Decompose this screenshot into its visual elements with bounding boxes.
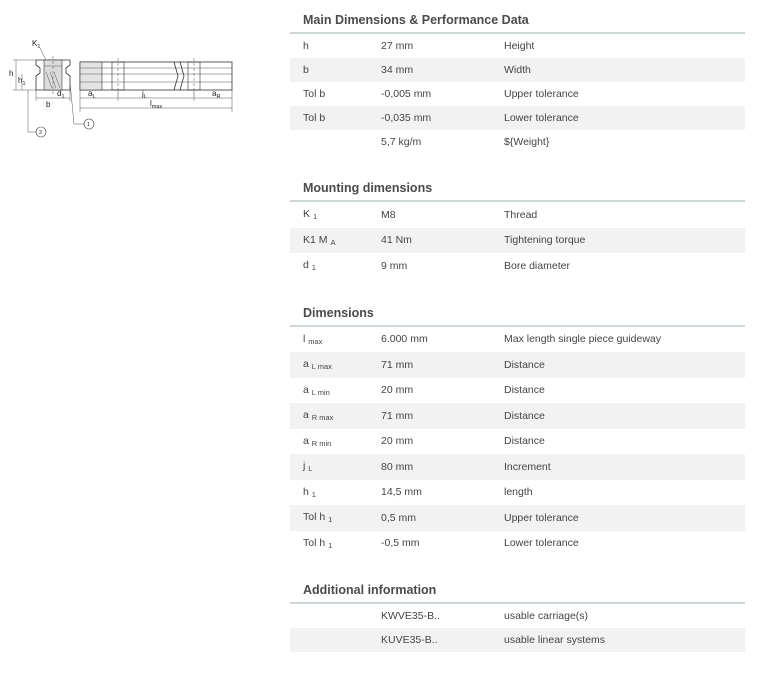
table-row	[290, 454, 745, 480]
param-value: -0,035 mm	[381, 112, 432, 124]
param-description: Tightening torque	[504, 234, 586, 247]
param-value: KUVE35-B..	[381, 634, 438, 646]
param-value: KWVE35-B..	[381, 610, 440, 622]
param-description: Thread	[504, 208, 538, 221]
param-description: Height	[504, 40, 535, 52]
table-row	[290, 253, 745, 279]
table-row	[290, 378, 745, 404]
param-description: Lower tolerance	[504, 112, 579, 124]
param-name: a $_{R max}$	[303, 409, 334, 423]
table-additional-information	[290, 604, 745, 652]
section-title-additional-information: Additional information	[290, 578, 745, 604]
param-value: 71 mm	[381, 409, 414, 422]
param-value: -0,005 mm	[381, 88, 432, 100]
param-name: j $_L$	[303, 460, 313, 474]
param-description: Distance	[504, 409, 545, 422]
param-description: Lower tolerance	[504, 537, 579, 550]
table-row	[290, 505, 745, 531]
table-row	[290, 352, 745, 378]
param-value: 0,5 mm	[381, 511, 417, 524]
param-description: Distance	[504, 384, 545, 397]
product-data-panel	[290, 0, 745, 652]
table-row	[290, 106, 745, 130]
callout-1-label: 1	[87, 122, 91, 128]
param-name: d $_1$	[303, 259, 316, 273]
table-row	[290, 34, 745, 58]
table-row	[290, 628, 745, 652]
section-title-mounting-dimensions: Mounting dimensions	[290, 176, 745, 202]
callout-2-label: 2	[39, 130, 43, 136]
drawing-label-jL: $j_L$	[142, 89, 147, 100]
param-value: 9 mm	[381, 259, 408, 272]
param-value: 41 Nm	[381, 234, 412, 247]
param-description: Upper tolerance	[504, 88, 579, 100]
guideway-cross-section	[36, 56, 70, 96]
drawing-label-b: b	[46, 100, 51, 109]
param-value: 6.000 mm	[381, 333, 428, 346]
param-value: 20 mm	[381, 384, 414, 397]
param-name: l $_{max}$	[303, 332, 323, 346]
param-description: Distance	[504, 358, 545, 371]
table-row	[290, 202, 745, 228]
param-name: K $_1$	[303, 208, 318, 222]
param-value: 20 mm	[381, 435, 414, 448]
param-description: Bore diameter	[504, 259, 570, 272]
param-name: a $_{R min}$	[303, 434, 332, 448]
drawing-label-d1: $d_1$	[57, 89, 65, 100]
table-row	[290, 130, 745, 154]
param-name: a $_{L min}$	[303, 383, 330, 397]
param-description: Width	[504, 64, 531, 76]
param-description: Increment	[504, 460, 551, 473]
table-row	[290, 604, 745, 628]
drawing-label-h1: $h_1$	[18, 76, 26, 87]
table-mounting-dimensions	[290, 202, 745, 279]
param-name: a $_{L max}$	[303, 358, 332, 372]
param-value: -0,5 mm	[381, 537, 420, 550]
guideway-side-view	[80, 58, 232, 94]
table-row	[290, 327, 745, 353]
param-value: 27 mm	[381, 40, 414, 52]
section-title-main-dimensions: Main Dimensions & Performance Data	[290, 8, 745, 34]
param-description: usable carriage(s)	[504, 610, 589, 622]
param-name: h $_1$	[303, 485, 316, 499]
param-name: K1 M $_A$	[303, 233, 336, 247]
table-row	[290, 228, 745, 254]
section-title-dimensions: Dimensions	[290, 301, 745, 327]
drawing-label-h: h	[9, 69, 14, 78]
param-value: M8	[381, 208, 396, 221]
param-description: length	[504, 486, 533, 499]
param-description: usable linear systems	[504, 634, 605, 646]
table-row	[290, 480, 745, 506]
guideway-technical-drawing	[8, 32, 248, 142]
param-description: Max length single piece guideway	[504, 333, 662, 346]
drawing-label-aL: $a_L$	[88, 89, 96, 100]
table-main-dimensions	[290, 34, 745, 154]
param-value: 5,7 kg/m	[381, 136, 422, 148]
param-value: 34 mm	[381, 64, 414, 76]
table-row	[290, 82, 745, 106]
table-row	[290, 531, 745, 557]
drawing-label-k1: $K_1$	[32, 39, 41, 50]
param-description: ${Weight}	[504, 136, 550, 148]
drawing-label-aR: $a_R$	[212, 89, 221, 100]
table-dimensions	[290, 327, 745, 557]
param-name: h	[303, 39, 309, 52]
param-description: Upper tolerance	[504, 511, 579, 524]
param-value: 80 mm	[381, 460, 414, 473]
param-name: Tol b	[303, 111, 326, 124]
param-value: 71 mm	[381, 358, 414, 371]
table-row	[290, 403, 745, 429]
param-name: Tol h $_1$	[303, 511, 333, 525]
table-row	[290, 429, 745, 455]
param-value: 14,5 mm	[381, 486, 422, 499]
param-description: Distance	[504, 435, 545, 448]
drawing-label-lmax: $l_{max}$	[150, 99, 163, 110]
param-name: Tol b	[303, 87, 326, 100]
param-name: b	[303, 63, 309, 76]
param-name: Tol h $_1$	[303, 536, 333, 550]
table-row	[290, 58, 745, 82]
